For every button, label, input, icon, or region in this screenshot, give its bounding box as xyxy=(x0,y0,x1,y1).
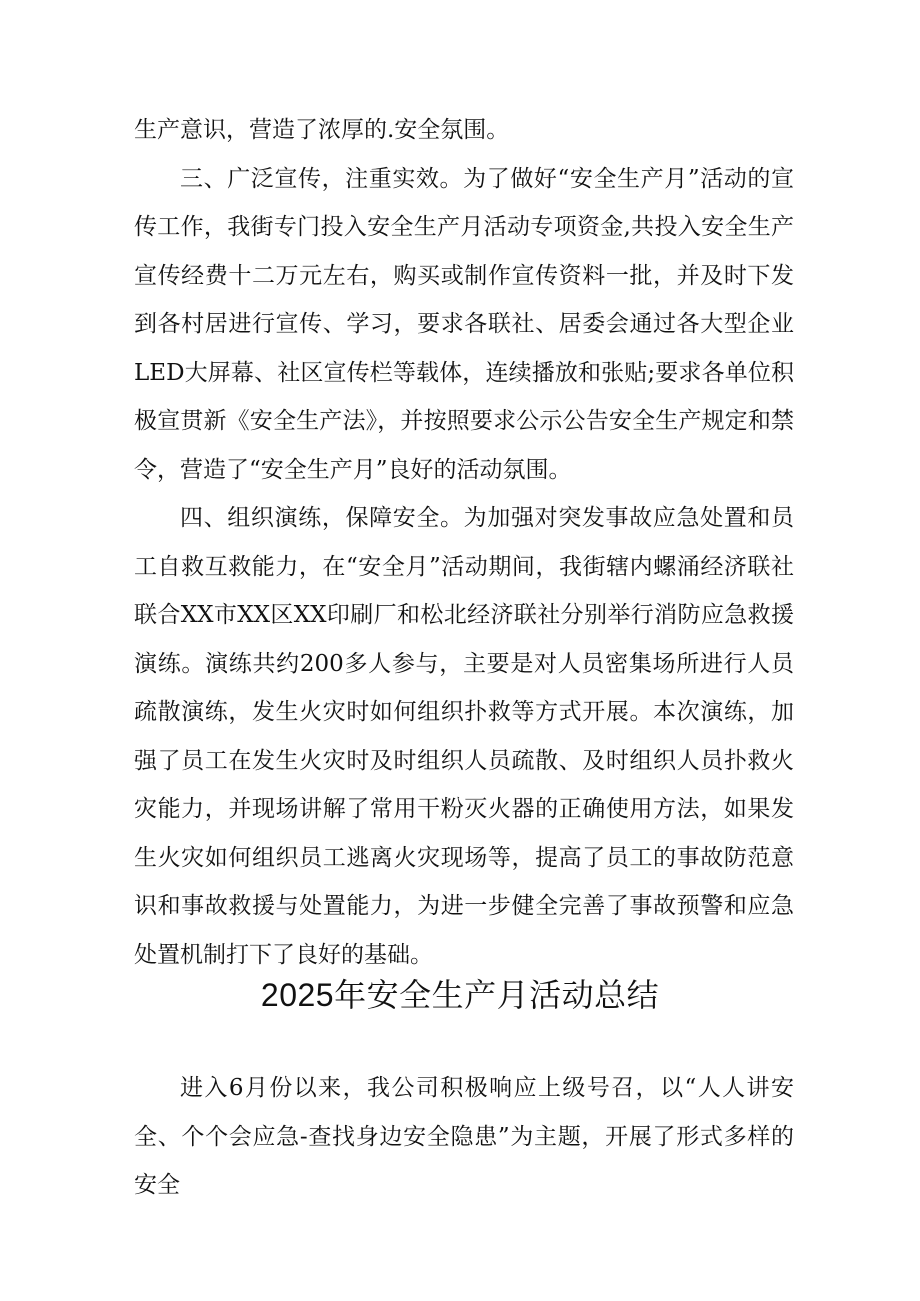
lead-line-paragraph: 生产意识，营造了浓厚的.安全氛围。 xyxy=(134,117,510,143)
document-title: 2025年安全生产月活动总结 xyxy=(260,977,660,1013)
body-text-top xyxy=(134,106,794,979)
body-text-bottom xyxy=(134,1064,794,1210)
section-four-paragraph: 四、组织演练，保障安全。为加强对突发事故应急处置和员工自救互救能力，在“安全月”活动期间，我街辖内螺涌经济联社联合XX市XX区XX印刷厂和松北经济联社分别举行消防应急救援演练。演练共约200多人参与，主要是对人员密集场所进行人员疏散演练，发生火灾时如何组织扑救等方式开展。本次演练，加强了员工在发生火灾时及时组织人员疏散、及时组织人员扑救火灾能力，并现场讲解了常用干粉灭火器的正确使用方法，如果发生火灾如何组织员工逃离火灾现场等，提高了员工的事故防范意识和事故救援与处置能力，为进一步健全完善了事故预警和应急处置机制打下了良好的基础。 xyxy=(134,505,794,968)
intro-paragraph: 进入6月份以来，我公司积极响应上级号召，以“人人讲安全、个个会应急-查找身边安全隐患”为主题，开展了形式多样的安全 xyxy=(134,1075,794,1198)
section-three-paragraph: 三、广泛宣传，注重实效。为了做好“安全生产月”活动的宣传工作，我街专门投入安全生产月活动专项资金,共投入安全生产宣传经费十二万元左右，购买或制作宣传资料一批，并及时下发到各村居进行宣传、学习，要求各联社、居委会通过各大型企业LED大屏幕、社区宣传栏等载体，连续播放和张贴;要求各单位积极宣贯新《安全生产法》，并按照要求公示公告安全生产规定和禁令，营造了“安全生产月”良好的活动氛围。 xyxy=(134,165,794,483)
